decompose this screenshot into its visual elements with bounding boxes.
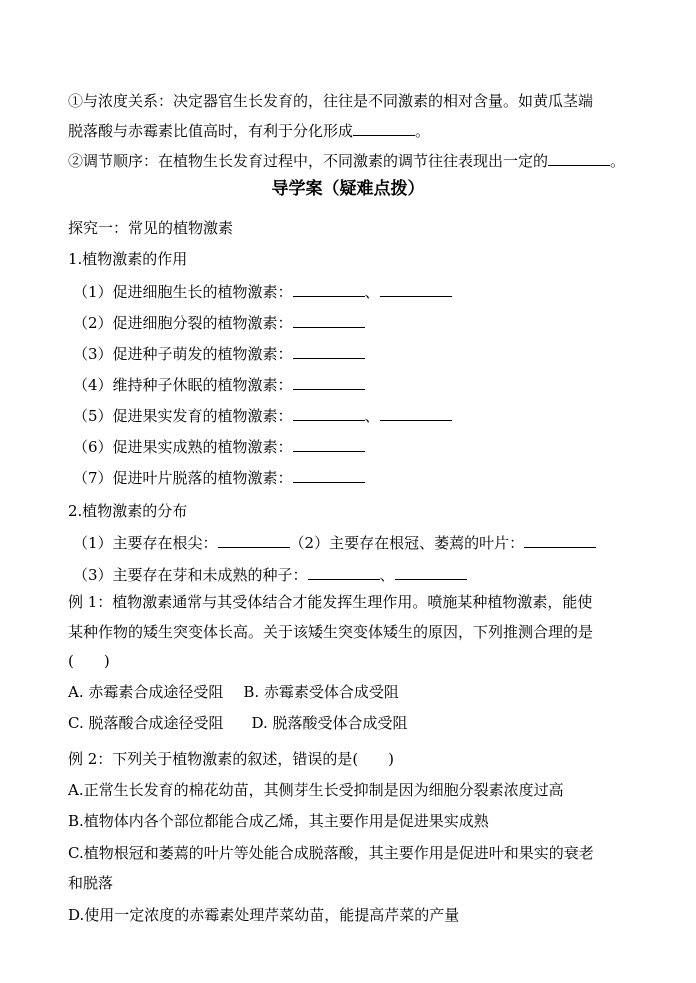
distribution-row-1 [73, 533, 596, 553]
answer-blank[interactable] [395, 565, 467, 580]
sub2-heading: 2.植物激素的分布 [68, 502, 188, 520]
item-label: （6）促进果实成熟的植物激素： [73, 438, 293, 456]
item-label: （1）促进细胞生长的植物激素： [73, 283, 293, 301]
function-item-1 [73, 282, 452, 302]
answer-blank[interactable] [218, 533, 290, 548]
option-a[interactable]: A. 赤霉素合成途径受阻 [68, 683, 224, 701]
separator: 、 [379, 566, 395, 584]
intro-p1-end: 。 [415, 122, 431, 140]
item-label: （4）维持种子休眠的植物激素： [73, 376, 293, 394]
answer-blank[interactable] [293, 375, 365, 390]
item-label: （3）促进种子萌发的植物激素： [73, 345, 293, 363]
page-title: 导学案（疑难点拨） [271, 179, 425, 199]
item-label: （2）主要存在根冠、萎蔫的叶片： [289, 534, 525, 552]
item-label: （2）促进细胞分裂的植物激素： [73, 314, 293, 332]
item-label: （1）主要存在根尖： [73, 534, 218, 552]
answer-blank[interactable] [308, 565, 380, 580]
function-item-6 [73, 437, 365, 457]
item-label: （5）促进果实发育的植物激素： [73, 407, 293, 425]
distribution-row-2 [73, 565, 467, 585]
function-item-2 [73, 313, 365, 333]
section1-heading: 探究一：常见的植物激素 [68, 219, 234, 237]
answer-blank[interactable] [353, 121, 415, 136]
answer-blank[interactable] [293, 344, 365, 359]
example1-line3: ( ) [68, 652, 110, 670]
answer-blank[interactable] [548, 151, 610, 166]
intro-p2-end: 。 [610, 152, 626, 170]
option-d[interactable]: D. 脱落酸受体合成受阻 [251, 714, 408, 732]
option-b[interactable]: B. 赤霉素受体合成受阻 [243, 683, 399, 701]
example2-option-b[interactable]: B.植物体内各个部位都能合成乙烯，其主要作用是促进果实成熟 [68, 812, 489, 830]
function-item-4 [73, 375, 365, 395]
example1-options-cd [68, 713, 408, 733]
intro-p1-line2-wrap [68, 121, 430, 141]
option-c[interactable]: C. 脱落酸合成途径受阻 [68, 714, 224, 732]
separator: 、 [364, 407, 380, 425]
example2-option-c-line2[interactable]: 和脱落 [68, 874, 114, 892]
answer-blank[interactable] [293, 313, 365, 328]
function-item-3 [73, 344, 365, 364]
item-label: （3）主要存在芽和未成熟的种子： [73, 566, 308, 584]
example1-line2: 某种作物的矮生突变体长高。关于该矮生突变体矮生的原因，下列推测合理的是 [68, 623, 594, 641]
separator: 、 [364, 283, 380, 301]
function-item-7 [73, 468, 365, 488]
intro-p1-line2: 脱落酸与赤霉素比值高时，有利于分化形成 [68, 122, 354, 140]
example1-line1: 例 1：植物激素通常与其受体结合才能发挥生理作用。喷施某种植物激素，能使 [68, 593, 593, 611]
example2-stem: 例 2：下列关于植物激素的叙述，错误的是( ) [68, 750, 395, 768]
sub1-heading: 1.植物激素的作用 [68, 250, 188, 268]
answer-blank[interactable] [380, 406, 452, 421]
answer-blank[interactable] [293, 468, 365, 483]
example2-option-a[interactable]: A.正常生长发育的棉花幼苗，其侧芽生长受抑制是因为细胞分裂素浓度过高 [68, 781, 564, 799]
answer-blank[interactable] [524, 533, 596, 548]
intro-p2-wrap [68, 151, 625, 171]
answer-blank[interactable] [293, 406, 365, 421]
answer-blank[interactable] [380, 282, 452, 297]
example2-option-c-line1[interactable]: C.植物根冠和萎蔫的叶片等处能合成脱落酸，其主要作用是促进叶和果实的衰老 [68, 844, 594, 862]
function-item-5 [73, 406, 452, 426]
example1-options-ab [68, 682, 399, 702]
intro-p2-text: ②调节顺序：在植物生长发育过程中，不同激素的调节往往表现出一定的 [68, 152, 549, 170]
item-label: （7）促进叶片脱落的植物激素： [73, 469, 293, 487]
intro-p1-line1: ①与浓度关系：决定器官生长发育的，往往是不同激素的相对含量。如黄瓜茎端 [68, 92, 594, 110]
answer-blank[interactable] [293, 282, 365, 297]
example2-option-d[interactable]: D.使用一定浓度的赤霉素处理芹菜幼苗，能提高芹菜的产量 [68, 906, 460, 924]
answer-blank[interactable] [293, 437, 365, 452]
